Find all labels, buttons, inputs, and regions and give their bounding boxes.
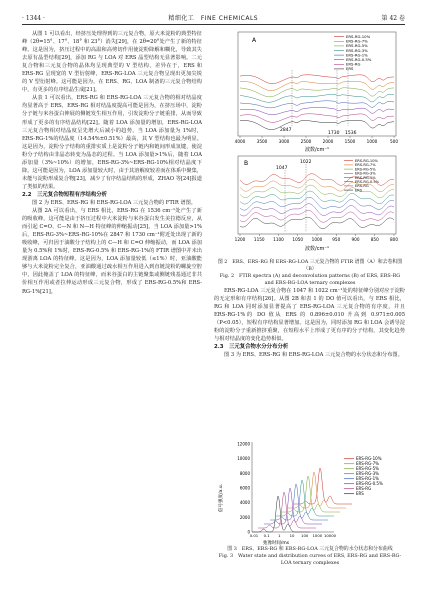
panel-a-spectra	[240, 75, 394, 130]
tick-label: 800	[390, 237, 398, 242]
figure-3-ylabel: 信号强度/a.u.	[219, 484, 224, 512]
legend-label: ERS-RG-5%	[346, 43, 368, 49]
figure-3-caption	[216, 546, 404, 567]
legend-label: ERS-RG-0.5%	[356, 481, 383, 486]
panel-b-label: B	[244, 160, 249, 167]
legend-label: ERS-RG-3%	[355, 171, 376, 176]
legend-label: ERS-RG-10%	[346, 34, 371, 39]
legend-label: ERS-RG-1%	[355, 175, 376, 180]
tick-label: 10000	[323, 533, 337, 538]
peak-label: 2847	[280, 128, 292, 133]
tick-label: 1000	[312, 533, 323, 538]
legend-label: ERS-RG-5%	[355, 167, 376, 172]
tick-label: 1200	[234, 237, 246, 242]
legend-label: ERS	[356, 491, 364, 496]
tick-label: 900	[351, 237, 360, 242]
journal-title: 精细化工 FINE CHEMICALS	[168, 15, 259, 22]
page-number: · 1344 ·	[22, 15, 45, 22]
tick-label: 4000	[234, 139, 246, 144]
tick-label: 0	[247, 529, 250, 535]
paragraph: 从表 1 可以看出，ERS-RG 和 ERS-RG-LOA 三元复合物的相对结晶度均显著高于 ERS，ERS-RG 相对结晶度提高可能是因为，在挤压场中，淀粉分子链与米谷蛋白伸展的侧链发生相互作用，引发淀粉分子链重排，从而导致形成了更多的有序结晶结构[22]。随着 LOA 添加量的增加，ERS-RG-LOA 三元复合物相对结晶度呈先增大后减小的趋势，当 LOA 添加量为 1%时，ERS-RG-1%的结晶度（14.54%±0.51%）最高，其 V 型结构也最为明显。这是因为，淀粉分子结构的重排实质上是淀粉分子链内和链间形成氢键，使淀粉分子结构由非晶态转变为晶态的过程。当 LOA 添加量>1%后，随着 LOA 添加量（3%~10%）的增加，ERS-RG-3%~ERS-RG-10%相对结晶度下降。这可能是因为，LOA 添加量较大时，由于其溶解度较差而在体系中聚集，未能与淀粉形成复合物[23]，减少了有序结晶结构的形成，ZHAO 等[24]报道了类似的结果。	[22, 95, 202, 190]
tick-label: 8000	[239, 470, 250, 476]
relaxation-curve	[276, 480, 334, 516]
left-column	[22, 30, 202, 296]
tick-label: 2000	[239, 514, 250, 520]
tick-label: 4000	[239, 500, 250, 506]
legend-label: ERS-RG-7%	[346, 38, 368, 44]
legend-label: ERS-RG-0.5%	[346, 57, 372, 62]
legend-label: ERS-RG-1%	[356, 476, 379, 481]
peak-label: 1022	[300, 160, 312, 165]
tick-label: 1000	[366, 139, 378, 144]
legend-label: ERS-RG-5%	[356, 466, 379, 471]
panel-a-x-ticks	[235, 136, 399, 144]
relaxation-curve	[282, 476, 340, 512]
tick-label: 850	[370, 237, 379, 242]
legend-label: ERS-RG	[356, 486, 372, 491]
panel-b-x-ticks	[235, 234, 399, 242]
tick-label: 10	[289, 533, 295, 538]
figure-2-chart	[216, 30, 404, 258]
right-column	[214, 287, 405, 359]
relaxation-curve	[252, 496, 310, 532]
tick-label: 1	[278, 533, 281, 538]
peak-label: 1047	[276, 166, 288, 171]
deconvolution-line	[240, 204, 394, 216]
tick-label: 950	[332, 237, 341, 242]
figure-3-curves	[252, 468, 352, 532]
figure-3-legend	[344, 456, 383, 496]
tick-label: 6000	[239, 485, 250, 491]
panel-b-xlabel: 波数/cm⁻¹	[305, 246, 329, 252]
tick-label: 100	[301, 533, 309, 538]
spectrum-line	[240, 120, 394, 129]
caption-en: Fig. 3 Water state and distribution curves of ERS, ERS-RG and ERS-RG-LOA ternary complexes	[218, 553, 402, 566]
panel-a-legend	[334, 34, 372, 71]
section-title: 2.2 三元复合物短程有序结构分析	[22, 191, 108, 198]
section-title: 2.3 三元复合物水分分布分析	[214, 344, 289, 351]
legend-label: ERS-RG-7%	[355, 163, 376, 168]
legend-label: ERS	[355, 188, 363, 193]
paragraph: 从图 1 可以看出，经挤压处理得到的三元复合物，原大米淀粉的典型特征峰（2θ=15°、17°、18° 和 23°）消失[29]，在 2θ=20°处产生了新的特征峰。这是因为，挤压过程中的高温和高剪切作用使淀粉降解和糊化，导致其失去原有晶型结构[29]，添加 RG 与 LOA 对 ERS 晶型结构无显著影响。二元复合物和三元复合物的晶体均呈现典型的 V 型结构，差异在于，ERS 和 ERS-RG 呈现宽的 V 型衍射峰，ERS-RG-LOA 三元复合物呈现出更加尖锐的 V 型衍射峰。这可能是因为，在 ERS、RG、LOA 制备的三元复合物结构中，有更多的有序结晶生成[21]。	[22, 31, 202, 94]
tick-label: 1000	[311, 237, 323, 242]
tick-label: 10000	[237, 456, 250, 462]
tick-label: 500	[390, 139, 398, 144]
caption-cn: 图 2 ERS、ERS-RG 和 ERS-RG-LOA 三元复合物的 FTIR 谱图（A）和去卷积图（B）	[217, 259, 403, 272]
page-header	[22, 10, 405, 25]
tick-label: 3000	[278, 139, 290, 144]
spectrum-line	[240, 75, 394, 84]
figure-3-chart	[216, 438, 404, 546]
legend-label: ERS-RG-3%	[346, 47, 368, 53]
tick-label: 1500	[344, 139, 356, 144]
relaxation-curve	[258, 492, 316, 528]
tick-label: 2000	[322, 139, 334, 144]
tick-label: 1150	[253, 237, 265, 242]
peak-label: 1536	[345, 131, 357, 136]
figure-3-xlabel: 弛豫时间/ms	[262, 541, 290, 546]
figure-3-x-ticks	[250, 533, 337, 538]
peak-label: 1730	[328, 131, 340, 136]
panel-a-xlabel: 波数/cm⁻¹	[305, 147, 329, 153]
figure-2-caption	[216, 259, 404, 287]
caption-cn: 图 3 ERS、ERS-RG 和 ERS-RG-LOA 三元复合物的水分状态和分布曲线	[227, 546, 393, 552]
legend-label: ERS-RG-10%	[355, 159, 378, 163]
volume-label: 第 42 卷	[381, 15, 405, 22]
deconvolution-line	[240, 191, 394, 204]
paragraph: 图 2 为 ERS、ERS-RG 和 ERS-RG-LOA 三元复合物的 FTIR 谱图。	[32, 199, 196, 206]
spectrum-line	[240, 81, 394, 90]
tick-label: 1050	[292, 237, 304, 242]
spectrum-line	[240, 107, 394, 114]
tick-label: 2500	[300, 139, 312, 144]
relaxation-curve	[288, 472, 346, 508]
legend-label: ERS-RG	[355, 184, 369, 189]
legend-label: ERS-RG-1%	[346, 52, 368, 58]
paragraph: 从图 2A 可以看出，与 ERS 相比，ERS-RG 在 1536 cm⁻¹处产生了新的吸收峰，这可能是由于挤压过程中大米淀粉与米谷蛋白发生美拉德反应，从而引起 C=O、C—N 和 N—H 特征峰的伸缩振动[25]。当 LOA 添加量>1%后，ERS-RG-3%~ERS-RG-10%在 2847 和 1730 cm⁻¹附近处出现了新的吸收峰，可归因于油酸分子结构上的 C—H 和 C=O 伸缩振动，而 LOA 添加量为 0.5%和 1%时，ERS-RG-0.5% 和 ERS-RG-1%的 FTIR 谱图中并未出现游离 LOA 的特征峰。这是因为，LOA 添加量较低（≤1%）时，亚油酸能够与大米淀粉完全复合，亚油酸通过疏水相互作用进入到直链淀粉的螺旋空腔中，因此掩盖了 LOA 的特征峰，而米谷蛋白的主链聚集或侧链残基通过非共价相互作用或者拉伸运动形成三元复合物，形成了 ERS-RG-0.5%和 ERS-RG-1%[21]。	[22, 208, 202, 295]
figure-2	[216, 30, 404, 258]
legend-label: ERS-RG-3%	[356, 471, 379, 476]
deconvolution-line	[240, 210, 394, 222]
spectrum-line	[240, 114, 394, 123]
legend-label: ERS-RG-0.5%	[355, 180, 380, 184]
paragraph: ERS-RG-LOA 三元复合物在 1047 和 1022 cm⁻¹处的特征峰分别对应于淀粉的无定形和有序结构[26]。从图 2B 和表 1 的 DO 值可以看出，与 ERS 相比，RG 和 LOA 同时添加显著提高了 ERS-RG-LOA 三元复合物的有序度，并且 ERS-RG-1%的 DO 值从 ERS 的 0.896±0.010 升高到 0.971±0.005（P<0.05），短程有序结构显著增加。这是因为，同时添加 RG 和 LOA 会诱导淀粉的淀粉分子重新推挤重聚，在短程水平上形成了更有序的分子结构，其变化趋势与相对结晶度的变化趋势相似。	[214, 288, 405, 343]
tick-label: 3500	[256, 139, 268, 144]
relaxation-curve	[264, 488, 322, 524]
tick-label: 0.1	[263, 533, 270, 538]
figure-3-y-ticks	[237, 442, 250, 535]
tick-label: 0.01	[249, 533, 259, 538]
tick-label: 12000	[237, 441, 250, 447]
spectrum-line	[240, 88, 394, 97]
tick-label: 1100	[273, 237, 284, 242]
relaxation-curve	[294, 468, 352, 504]
paragraph: 图 3 为 ERS、ERS-RG 和 ERS-RG-LOA 三元复合物的水分状态和分布图。	[224, 352, 403, 359]
legend-label: ERS-RG	[346, 61, 361, 67]
legend-label: ERS-RG-10%	[356, 456, 382, 461]
legend-label: ERS	[346, 66, 354, 72]
caption-en: Fig. 2 FTIR spectra (A) and deconvolution patterns (B) of ERS, ERS-RG and ERS-RG-LOA ternary complexes	[219, 273, 401, 286]
relaxation-curve	[270, 484, 328, 520]
panel-a-label: A	[252, 37, 257, 44]
legend-label: ERS-RG-7%	[356, 461, 379, 466]
figure-3	[216, 438, 404, 546]
